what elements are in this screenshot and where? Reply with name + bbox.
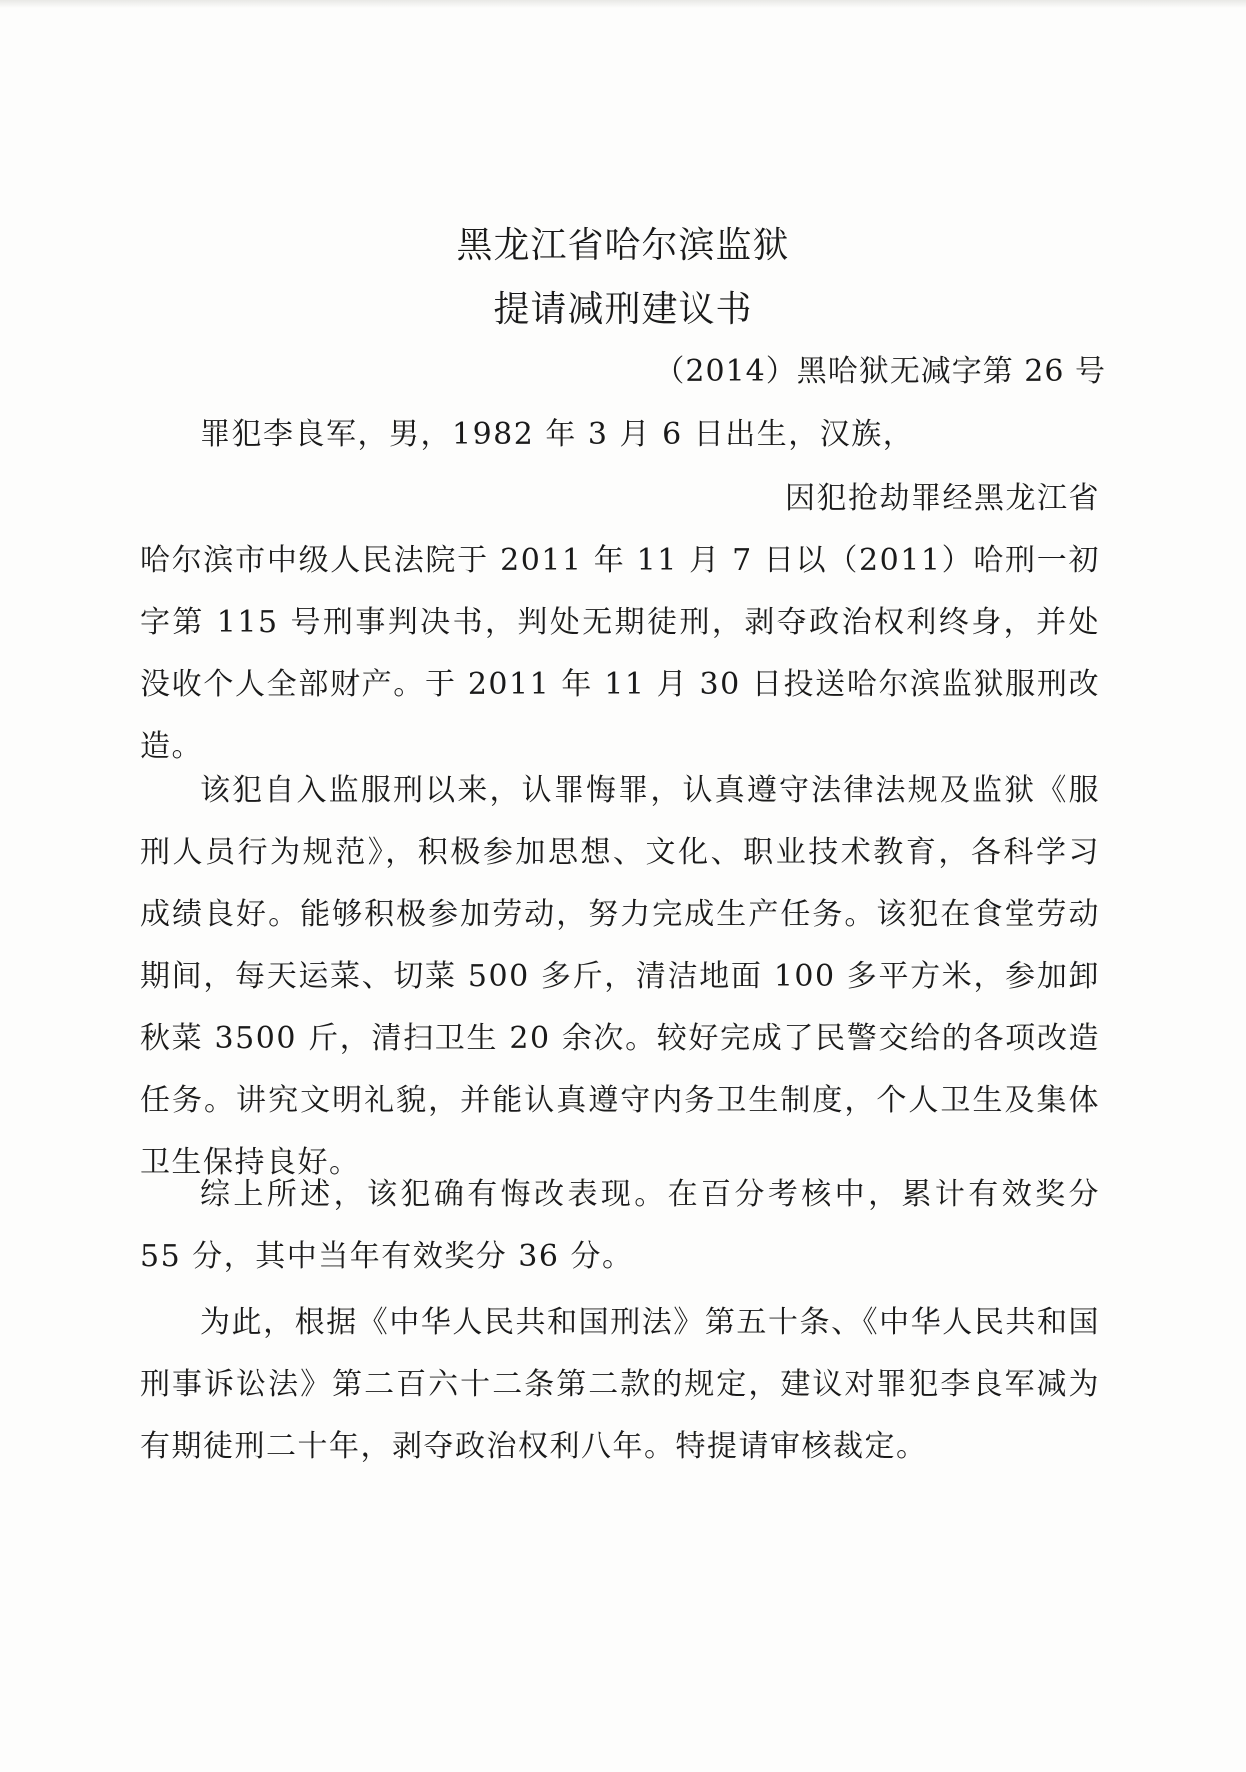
- document-title-line1: 黑龙江省哈尔滨监狱: [456, 225, 790, 266]
- paragraph-recommendation: 为此，根据《中华人民共和国刑法》第五十条、《中华人民共和国刑事诉讼法》第二百六十二条第二款的规定，建议对罪犯李良军减为有期徒刑二十年，剥夺政治权利八年。特提请审核裁定。: [140, 1305, 1100, 1464]
- paragraph-identity-line1: 罪犯李良军，男，1982 年 3 月 6 日出生，汉族，: [200, 417, 915, 452]
- document-number: （2014）黑哈狱无减字第 26 号: [654, 354, 1106, 389]
- paragraph-sentence: 哈尔滨市中级人民法院于 2011 年 11 月 7 日以（2011）哈刑一初字第 115 号刑事判决书，判处无期徒刑，剥夺政治权利终身，并处没收个人全部财产。于 2011 年 11 月 30 日投送哈尔滨监狱服刑改造。: [140, 543, 1100, 764]
- scan-edge: [0, 0, 1246, 8]
- paragraph-summary: 综上所述，该犯确有悔改表现。在百分考核中，累计有效奖分 55 分，其中当年有效奖分 36 分。: [140, 1177, 1100, 1274]
- paragraph-identity-line2: 因犯抢劫罪经黑龙江省: [785, 481, 1100, 516]
- document-title-line2: 提请减刑建议书: [493, 289, 753, 330]
- paragraph-performance: 该犯自入监服刑以来，认罪悔罪，认真遵守法律法规及监狱《服刑人员行为规范》，积极参加思想、文化、职业技术教育，各科学习成绩良好。能够积极参加劳动，努力完成生产任务。该犯在食堂劳动期间，每天运菜、切菜 500 多斤，清洁地面 100 多平方米，参加卸秋菜 3500 斤，清扫卫生 20 余次。较好完成了民警交给的各项改造任务。讲究文明礼貌，并能认真遵守内务卫生制度，个人卫生及集体卫生保持良好。: [140, 773, 1100, 1180]
